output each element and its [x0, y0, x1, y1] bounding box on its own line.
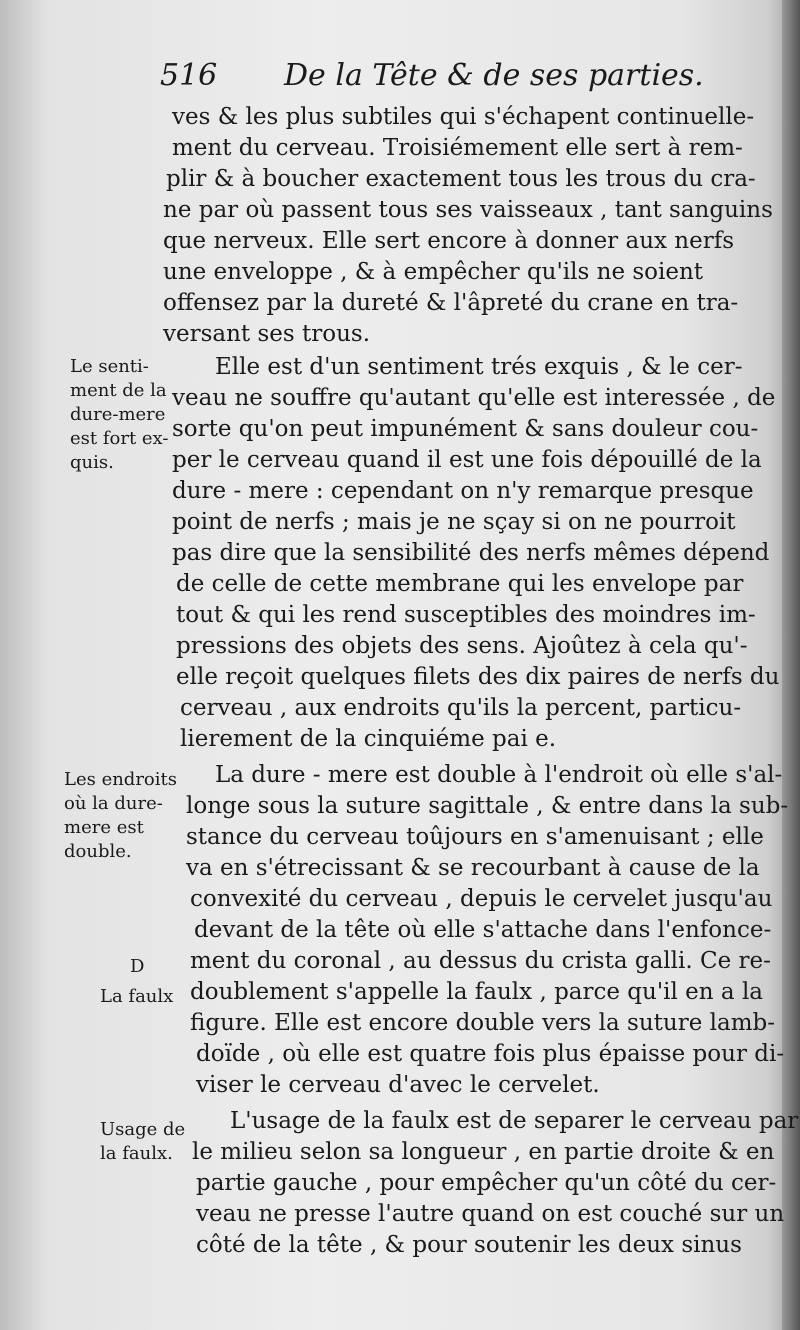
- text-line: ves & les plus subtiles qui s'échapent continuelle-: [172, 104, 755, 130]
- text-line: ne par où passent tous ses vaisseaux , tant sanguins: [163, 197, 773, 223]
- text-line: veau ne souffre qu'autant qu'elle est interessée , de: [172, 385, 776, 411]
- margin-note-endroits: [64, 768, 177, 864]
- text-line: dure - mere : cependant on n'y remarque presque: [172, 478, 754, 504]
- text-line: doublement s'appelle la faulx , parce qu'il en a la: [190, 979, 764, 1005]
- margin-note-line: ment de la: [70, 380, 167, 401]
- text-line: longe sous la suture sagittale , & entre dans la sub-: [186, 793, 789, 819]
- margin-note-line: dure-mere: [70, 404, 166, 425]
- text-line: le milieu selon sa longueur , en partie droite & en: [192, 1139, 775, 1165]
- page-number: 516: [160, 58, 218, 93]
- text-line: point de nerfs ; mais je ne sçay si on ne pourroit: [172, 509, 736, 535]
- text-line: cerveau , aux endroits qu'ils la percent, particu-: [180, 695, 742, 721]
- margin-note-line: où la dure-: [64, 793, 163, 814]
- text-line: veau ne presse l'autre quand on est couché sur un: [196, 1201, 785, 1227]
- text-line: offensez par la dureté & l'âpreté du crane en tra-: [163, 290, 739, 316]
- margin-note-sentiment: [70, 355, 168, 475]
- text-line: partie gauche , pour empêcher qu'un côté du cer-: [196, 1170, 777, 1196]
- text-line: ment du coronal , au dessus du crista galli. Ce re-: [190, 948, 771, 974]
- text-line: que nerveux. Elle sert encore à donner aux nerfs: [163, 228, 735, 254]
- text-line: elle reçoit quelques filets des dix paires de nerfs du: [176, 664, 780, 690]
- text-line: versant ses trous.: [163, 321, 371, 347]
- margin-note-line: double.: [64, 841, 132, 862]
- margin-note-line: quis.: [70, 452, 114, 473]
- page-header: [160, 56, 704, 100]
- margin-note-line: la faulx.: [100, 1143, 173, 1164]
- text-line: doïde , où elle est quatre fois plus épaisse pour di-: [196, 1041, 785, 1067]
- text-line: viser le cerveau d'avec le cervelet.: [196, 1072, 600, 1098]
- text-line: figure. Elle est encore double vers la suture lamb-: [190, 1010, 776, 1036]
- margin-note-line: Usage de: [100, 1119, 186, 1140]
- text-line: va en s'étrecissant & se recourbant à cause de la: [186, 855, 760, 881]
- text-line: stance du cerveau toûjours en s'amenuisant ; elle: [186, 824, 764, 850]
- text-line: devant de la tête où elle s'attache dans l'enfonce-: [194, 917, 772, 943]
- margin-note-line: mere est: [64, 817, 144, 838]
- text-line: côté de la tête , & pour soutenir les deux sinus: [196, 1232, 742, 1258]
- text-line: La dure - mere est double à l'endroit où elle s'al-: [215, 762, 783, 788]
- margin-note-line: Les endroits: [64, 769, 178, 790]
- text-line: pas dire que la sensibilité des nerfs mêmes dépend: [172, 540, 770, 566]
- text-line: per le cerveau quand il est une fois dépouillé de la: [172, 447, 762, 473]
- text-line: ment du cerveau. Troisiémement elle sert à rem-: [172, 135, 743, 161]
- margin-note-faulx: La faulx: [100, 986, 174, 1007]
- text-line: une enveloppe , & à empêcher qu'ils ne soient: [163, 259, 704, 285]
- running-title: De la Tête & de ses parties.: [284, 58, 704, 93]
- text-line: convexité du cerveau , depuis le cervelet jusqu'au: [190, 886, 773, 912]
- text-line: plir & à boucher exactement tous les trous du cra-: [166, 166, 756, 192]
- margin-letter-d: D: [130, 956, 145, 977]
- margin-note-line: Le senti-: [70, 356, 149, 377]
- margin-note-usage: [100, 1118, 185, 1166]
- text-line: Elle est d'un sentiment trés exquis , & le cer-: [215, 354, 743, 380]
- margin-note-line: est fort ex-: [70, 428, 169, 449]
- text-line: pressions des objets des sens. Ajoûtez à cela qu'-: [176, 633, 748, 659]
- text-line: sorte qu'on peut impunément & sans douleur cou-: [172, 416, 759, 442]
- text-line: tout & qui les rend susceptibles des moindres im-: [176, 602, 756, 628]
- text-line: lierement de la cinquiéme pai e.: [180, 726, 557, 752]
- text-line: L'usage de la faulx est de separer le cerveau par: [230, 1108, 799, 1134]
- text-line: de celle de cette membrane qui les envelope par: [176, 571, 744, 597]
